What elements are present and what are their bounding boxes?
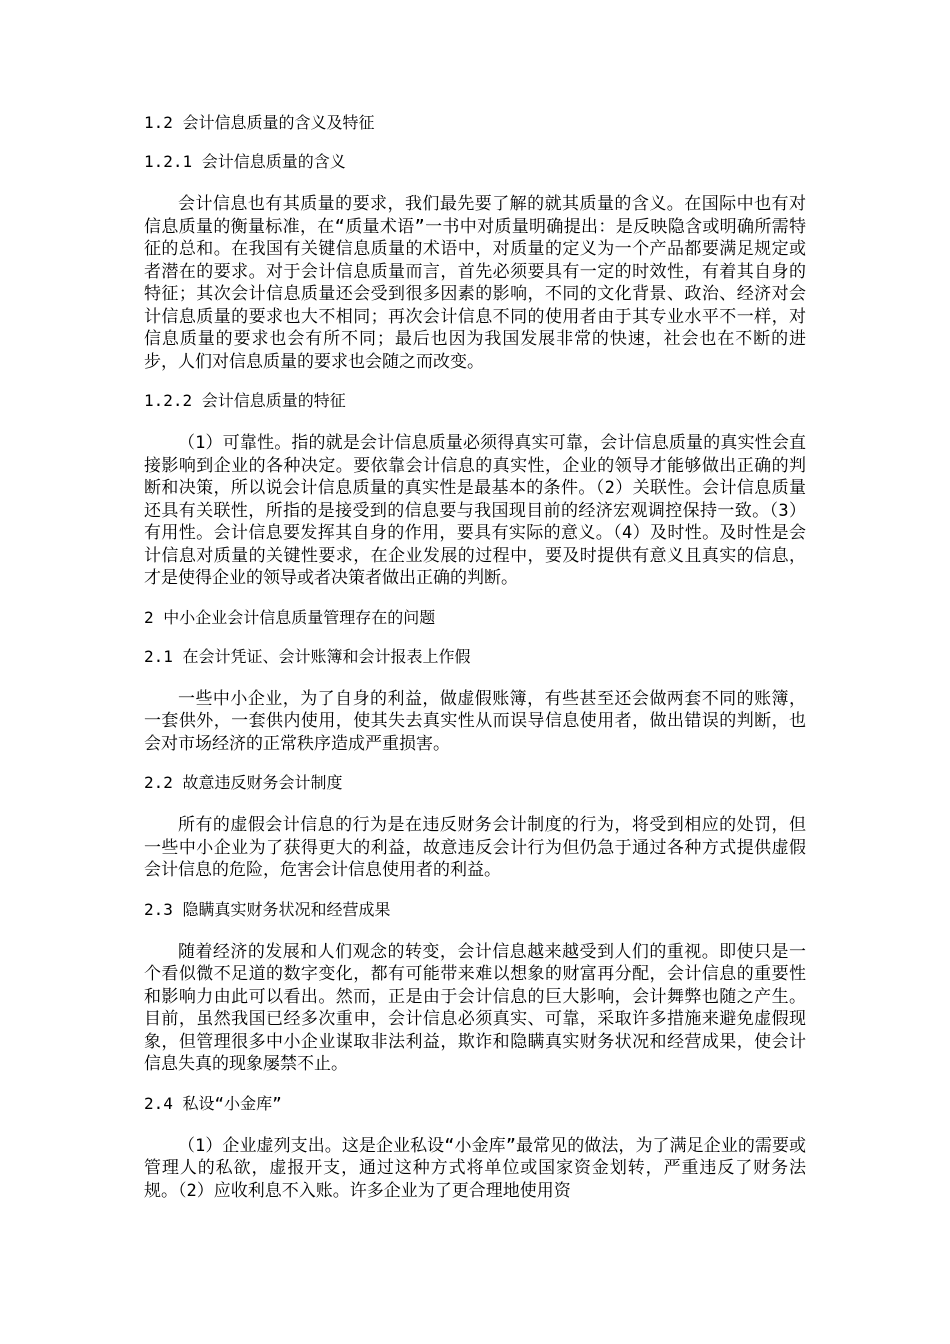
section-heading-2-2: 2.2 故意违反财务会计制度 xyxy=(144,773,343,792)
section-heading-2-3: 2.3 隐瞒真实财务状况和经营成果 xyxy=(144,899,391,919)
paragraph-violation: 所有的虚假会计信息的行为是在违反财务会计制度的行为，将受到相应的处罚，但一些中小企业为了获得更大的利益，故意违反会计行为但仍急于通过各种方式提供虚假会计信息的危险，危害会计信息使用者的利益。 xyxy=(144,815,806,880)
paragraph-fake-books: 一些中小企业，为了自身的利益，做虚假账簿，有些甚至还会做两套不同的账簿，一套供外，一套供内使用，使其失去真实性从而误导信息使用者，做出错误的判断，也会对市场经济的正常秩序造成严重损害。 xyxy=(144,688,806,754)
section-heading-2-1: 2.1 在会计凭证、会计账簿和会计报表上作假 xyxy=(144,646,471,666)
paragraph-slush-fund: （1）企业虚列支出。这是企业私设“小金库”最常见的做法，为了满足企业的需要或管理人的私欲，虚报开支，通过这种方式将单位或国家资金划转，严重违反了财务法规。（2）应收利息不入账。许多企业为了更合理地使用资 xyxy=(144,1135,806,1201)
paragraph-meaning: 会计信息也有其质量的要求，我们最先要了解的就其质量的含义。在国际中也有对信息质量的衡量标准，在“质量术语”一书中对质量明确提出：是反映隐含或明确所需特征的总和。在我国有关键信息质量的术语中，对质量的定义为一个产品都要满足规定或者潜在的要求。对于会计信息质量而言，首先必须要具有一定的时效性，有着其自身的特征；其次会计信息质量还会受到很多因素的影响，不同的文化背景、政治、经济对会计信息质量的要求也大不相同；再次会计信息不同的使用者由于其专业水平不一样，对信息质量的要求也会有所不同；最后也因为我国发展非常的快速，社会也在不断的进步，人们对信息质量的要求也会随之而改变。 xyxy=(144,194,806,372)
section-heading-1-2: 1.2 会计信息质量的含义及特征 xyxy=(144,113,375,132)
section-heading-2: 2 中小企业会计信息质量管理存在的问题 xyxy=(144,607,436,627)
document-page xyxy=(144,112,806,1202)
section-heading-1-2-2: 1.2.2 会计信息质量的特征 xyxy=(144,391,346,410)
section-heading-2-4: 2.4 私设“小金库” xyxy=(144,1093,282,1113)
section-heading-1-2-1: 1.2.1 会计信息质量的含义 xyxy=(144,152,346,171)
paragraph-characteristics: （1）可靠性。指的就是会计信息质量必须得真实可靠，会计信息质量的真实性会直接影响到企业的各种决定。要依靠会计信息的真实性，企业的领导才能够做出正确的判断和决策，所以说会计信息质量的真实性是最基本的条件。（2）关联性。会计信息质量还具有关联性，所指的是接受到的信息要与我国现目前的经济宏观调控保持一致。（3）有用性。会计信息要发挥其自身的作用，要具有实际的意义。（4）及时性。及时性是会计信息对质量的关键性要求，在企业发展的过程中，要及时提供有意义且真实的信息，才是使得企业的领导或者决策者做出正确的判断。 xyxy=(144,433,806,588)
paragraph-concealment: 随着经济的发展和人们观念的转变，会计信息越来越受到人们的重视。即使只是一个看似微不足道的数字变化，都有可能带来难以想象的财富再分配，会计信息的重要性和影响力由此可以看出。然而，正是由于会计信息的巨大影响，会计舞弊也随之产生。目前，虽然我国已经多次重申，会计信息必须真实、可靠，采取许多措施来避免虚假现象，但管理很多中小企业谋取非法利益，欺诈和隐瞒真实财务状况和经营成果，使会计信息失真的现象屡禁不止。 xyxy=(144,941,806,1074)
